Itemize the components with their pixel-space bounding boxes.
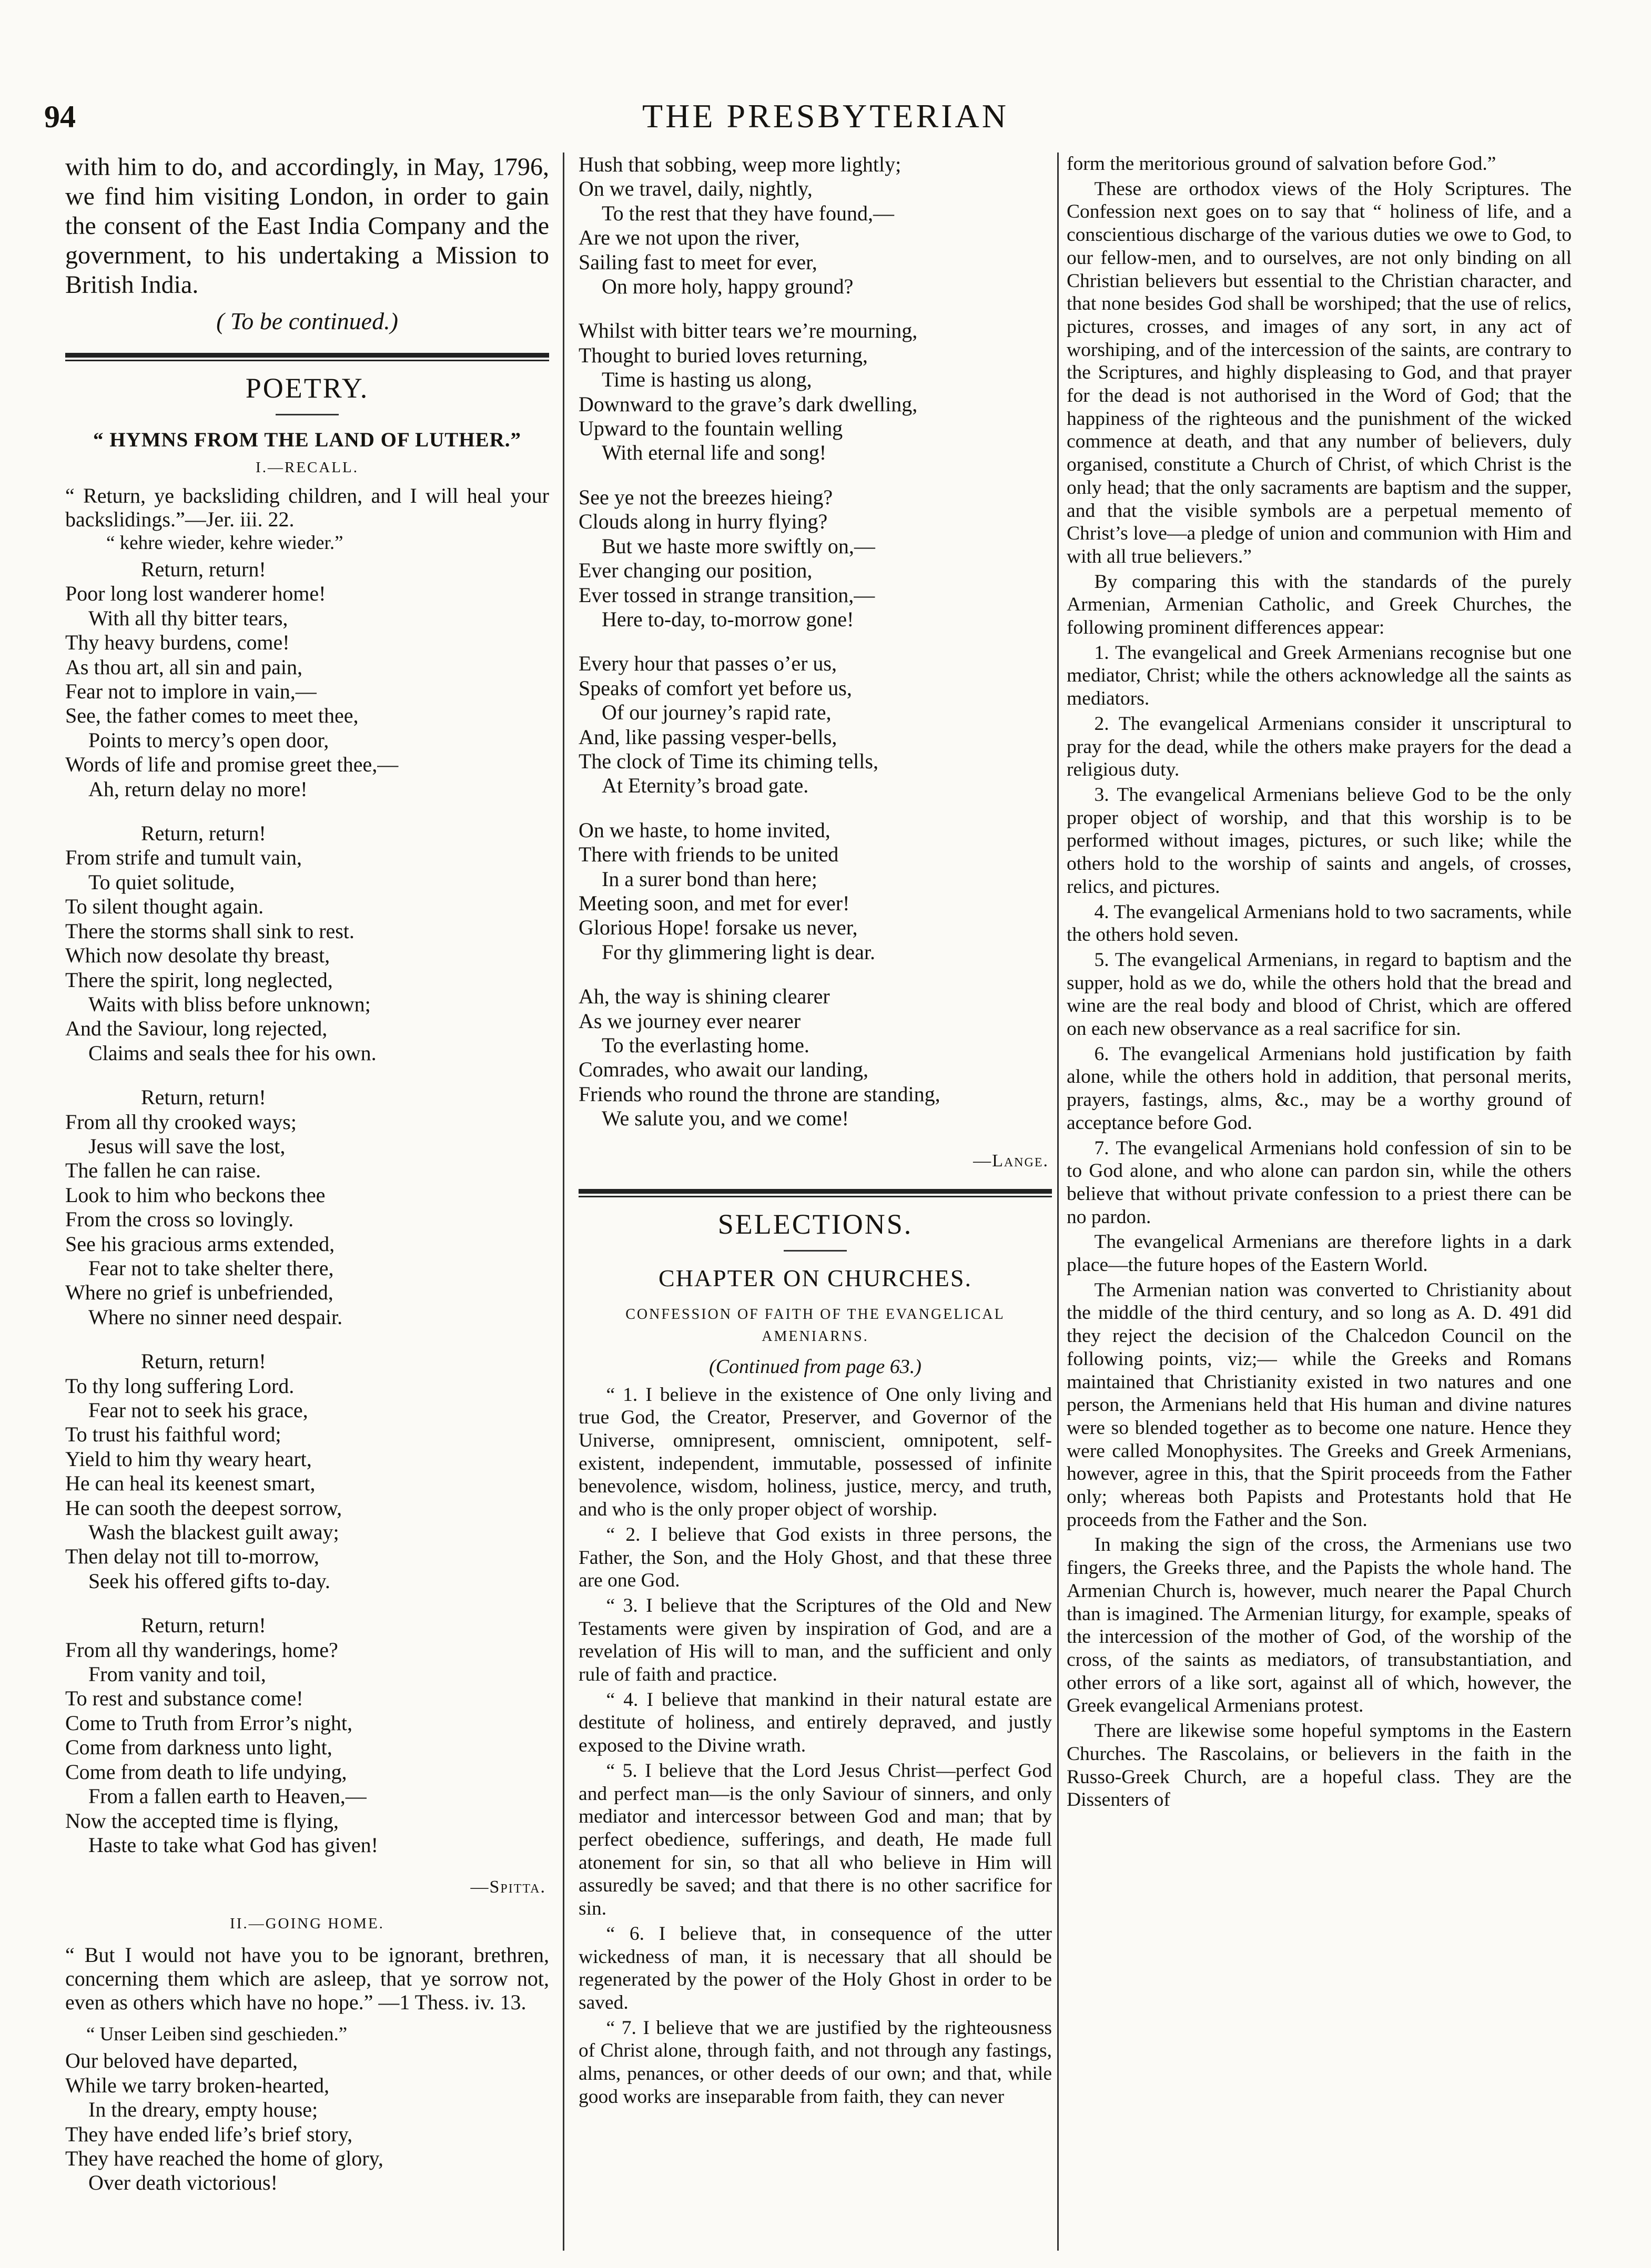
column-rule-right <box>1057 152 1059 2251</box>
stanza <box>65 1349 549 1593</box>
poem-line: Return, return! <box>141 1349 266 1374</box>
part2-stanza-1 <box>65 2049 549 2195</box>
poem-line: Look to him who beckons thee <box>65 1183 326 1207</box>
poem-line: To quiet solitude, <box>88 870 235 894</box>
lead-paragraph-block <box>65 152 549 300</box>
paragraph: 6. The evangelical Armenians hold justification by faith alone, while the others hold in addition, that personal merits, prayers, fastings, alms, &c., may be a worthy ground of acceptance before God. <box>1067 1043 1572 1134</box>
poem-line: For thy glimmering light is dear. <box>602 940 875 964</box>
paragraph: The Armenian nation was converted to Christianity about the middle of the third century, and so long as A. D. 491 did they reject the decision of the Chalcedon Council on the following points, viz;— while the Greeks and Romans maintained that Christianity existed in two natures and one person, the Armenians held that His human and divine natures were so blended together as to become one nature. Hence they were called Monophysites. The Greeks and Greek Armenians, however, agree in this, that the Spirit proceeds from the Father only; whereas both Papists and Protestants hold that He proceeds from the Father and the Son. <box>1067 1279 1572 1531</box>
poem-line: Yield to him thy weary heart, <box>65 1447 312 1471</box>
confession-article: “ 3. I believe that the Scriptures of the Old and New Testaments were given by inspiration of God, and are a revelation of His will to man, and the sufficient and only rule of faith and practice. <box>579 1594 1052 1686</box>
paragraph: 1. The evangelical and Greek Armenians recognise but one mediator, Christ; while the others acknowledge all the saints as mediators. <box>1067 642 1572 710</box>
poem-line: Fear not to implore in vain,— <box>65 679 317 704</box>
part1-stanzas <box>65 557 549 1857</box>
poem-line: Time is hasting us along, <box>602 368 812 392</box>
poem-line: They have ended life’s brief story, <box>65 2122 353 2146</box>
poem-line: From strife and tumult vain, <box>65 846 302 870</box>
continued-from: (Continued from page 63.) <box>709 1355 921 1378</box>
paragraph: In making the sign of the cross, the Armenians use two fingers, the Greeks three, and the Papists the whole hand. The Armenian Church is, however, much nearer the Papal Church than is imagined. The Armenian liturgy, for example, speaks of the intercession of the mother of God, of the worship of the cross, of the saints as mediators, of transubstantiation, and other errors of a like sort, against all of which, however, the Greek evangelical Armenians protest. <box>1067 1534 1572 1717</box>
stanza <box>579 984 1052 1131</box>
poem-line: Every hour that passes o’er us, <box>579 652 837 676</box>
stanza <box>65 2049 549 2195</box>
confession-articles <box>579 1384 1052 2109</box>
poem-line: Which now desolate thy breast, <box>65 943 330 968</box>
poem-line: To silent thought again. <box>65 894 264 919</box>
stanza <box>579 152 1052 299</box>
poem-line: With eternal life and song! <box>602 441 827 465</box>
poem-line: From the cross so lovingly. <box>65 1207 294 1232</box>
poem-line: Ah, return delay no more! <box>88 777 308 801</box>
poem-line: With all thy bitter tears, <box>88 606 288 630</box>
part1-epigraph-german: “ kehre wieder, kehre wieder.” <box>106 532 343 554</box>
confession-article: “ 1. I believe in the existence of One only living and true God, the Creator, Preserver, and Governor of the Universe, omnipresent, omniscient, omnipotent, self-existent, independent, immutable, possessed of infinite benevolence, wisdom, holiness, justice, mercy, and truth, and who is the only proper object of worship. <box>579 1384 1052 1521</box>
poem-line: Return, return! <box>141 1613 266 1638</box>
poem-line: Come from death to life undying, <box>65 1760 347 1784</box>
stanza <box>579 818 1052 964</box>
poem-line: Meeting soon, and met for ever! <box>579 891 850 915</box>
paragraph: form the meritorious ground of salvation before God.” <box>1067 153 1496 175</box>
poem-line: Return, return! <box>141 821 266 846</box>
running-title: THE PRESBYTERIAN <box>642 97 1009 135</box>
paragraph: These are orthodox views of the Holy Scriptures. The Confession next goes on to say that “ holiness of life, and a conscientious discharge of the various duties we owe to God, to our fellow-men, and to ourselves, are not only binding on all Christian believers but essential to the Christian character, and that none besides God shall be worshiped; that the use of relics, pictures, crosses, and images of any sort, in any act of worshiping, and of the intercession of the saints, are contrary to the Scriptures, and highly displeasing to God, and that prayer for the dead is not authorised in the Word of God; that the happiness of the righteous and the punishment of the wicked commence at death, and that any number of believers, duly organised, constitute a Church of Christ, of which Christ is the only head; that the only sacraments are baptism and the supper, and that the visible symbols are a perpetual memento of Christ’s love—a pledge of union and communion with Him and with all true believers.” <box>1067 178 1572 567</box>
column-1 <box>65 152 549 2215</box>
poem-line: There the storms shall sink to rest. <box>65 919 354 943</box>
paragraph: The evangelical Armenians are therefore lights in a dark place—the future hopes of the Eastern World. <box>1067 1231 1572 1276</box>
poem-line: As we journey ever nearer <box>579 1009 801 1033</box>
poem-line: Claims and seals thee for his own. <box>88 1041 377 1065</box>
part2-attribution: —Lange. <box>973 1151 1049 1171</box>
stanza <box>579 485 1052 632</box>
selections-divider <box>579 1189 1052 1197</box>
poem-line: Then delay not till to-morrow, <box>65 1544 319 1569</box>
column-3 <box>1067 152 1572 1814</box>
poem-line: From all thy wanderings, home? <box>65 1638 338 1662</box>
poem-line: Whilst with bitter tears we’re mourning, <box>579 319 918 343</box>
confession-article: “ 2. I believe that God exists in three persons, the Father, the Son, and the Holy Ghost, and that these three are one God. <box>579 1523 1052 1592</box>
poem-line: Waits with bliss before unknown; <box>88 992 371 1016</box>
poem-line: Return, return! <box>141 1085 266 1110</box>
poem-line: From a fallen earth to Heaven,— <box>88 1784 367 1808</box>
part1-attribution: —Spitta. <box>470 1877 546 1897</box>
poem-line: In a surer bond than here; <box>602 867 817 891</box>
poem-line: From all thy crooked ways; <box>65 1110 297 1134</box>
poem-line: Where no grief is unbefriended, <box>65 1280 333 1305</box>
poem-line: But we haste more swiftly on,— <box>602 534 875 558</box>
poem-line: Words of life and promise greet thee,— <box>65 752 399 777</box>
section-divider <box>65 353 549 361</box>
poem-line: Speaks of comfort yet before us, <box>579 676 852 700</box>
stanza <box>65 821 549 1065</box>
poem-line: Come from darkness unto light, <box>65 1735 332 1760</box>
to-be-continued: ( To be continued.) <box>216 308 398 334</box>
column-rule-left <box>563 152 564 2251</box>
poem-title: “ HYMNS FROM THE LAND OF LUTHER.” <box>93 429 522 451</box>
poem-line: Our beloved have departed, <box>65 2049 298 2073</box>
poem-line: The clock of Time its chiming tells, <box>579 749 878 773</box>
stanza <box>579 319 1052 465</box>
paragraph: 3. The evangelical Armenians believe God to be the only proper object of worship, and that this worship is to be performed without images, pictures, or such like; while the others hold to the worship of saints and angels, of crosses, relics, and pictures. <box>1067 784 1572 898</box>
confession-title: CONFESSION OF FAITH OF THE EVANGELICAL AMENIARNS. <box>625 1306 1005 1345</box>
paragraph: 7. The evangelical Armenians hold confession of sin to be to God alone, and who alone can pardon sin, while the others believe that without private confession to a priest there can be no pardon. <box>1067 1137 1572 1228</box>
poem-line: Clouds along in hurry flying? <box>579 510 828 534</box>
poem-line: Fear not to seek his grace, <box>88 1398 308 1422</box>
paragraph: There are likewise some hopeful symptoms in the Eastern Churches. The Rascolains, or believers in the faith in the Russo-Greek Church, are a hopeful class. They are the Dissenters of <box>1067 1720 1572 1811</box>
poem-line: Where no sinner need despair. <box>88 1305 343 1329</box>
page-number: 94 <box>44 99 76 134</box>
paragraph: 4. The evangelical Armenians hold to two sacraments, while the others hold seven. <box>1067 901 1572 946</box>
poem-line: In the dreary, empty house; <box>88 2098 318 2122</box>
poem-line: Seek his offered gifts to-day. <box>88 1569 330 1593</box>
paragraph: By comparing this with the standards of the purely Armenian, Armenian Catholic, and Greek Churches, the following prominent differences appear: <box>1067 571 1572 639</box>
poem-line: Haste to take what God has given! <box>88 1833 378 1857</box>
poem-line: Over death victorious! <box>88 2171 278 2195</box>
poem-line: While we tarry broken-hearted, <box>65 2073 329 2097</box>
poem-line: At Eternity’s broad gate. <box>602 774 809 798</box>
stanza <box>65 1613 549 1857</box>
poem-line: They have reached the home of glory, <box>65 2146 383 2170</box>
poem-line: Friends who round the throne are standing, <box>579 1082 940 1106</box>
part1-epigraph: “ Return, ye backsliding children, and I will heal your backslidings.”—Jer. iii. 22. <box>65 484 549 531</box>
poem-line: From vanity and toil, <box>88 1662 266 1686</box>
poem-line: Of our journey’s rapid rate, <box>602 700 832 725</box>
poem-line: Thy heavy burdens, come! <box>65 630 290 655</box>
armenian-churches-text <box>1067 152 1572 1812</box>
poem-line: Upward to the fountain welling <box>579 416 843 441</box>
confession-article: “ 5. I believe that the Lord Jesus Christ—perfect God and perfect man—is the only Saviour of sinners, and only mediator and intercessor between God and man; that by perfect obedience, sufferings, and death, He made full atonement for sin, so that all who believe in Him will assuredly be saved; and that there is no other sacrifice for sin. <box>579 1760 1052 1920</box>
poetry-heading: POETRY. <box>245 372 369 404</box>
poem-line: Glorious Hope! forsake us never, <box>579 916 858 940</box>
chapter-title: CHAPTER ON CHURCHES. <box>659 1264 972 1291</box>
poem-line: See, the father comes to meet thee, <box>65 704 359 728</box>
stanza <box>65 1085 549 1329</box>
selections-heading: SELECTIONS. <box>717 1208 913 1240</box>
poem-line: Return, return! <box>141 557 266 581</box>
poem-line: To trust his faithful word; <box>65 1422 281 1447</box>
poem-line: Are we not upon the river, <box>579 226 800 250</box>
poem-line: Here to-day, to-morrow gone! <box>602 607 854 631</box>
poem-line: Ever tossed in strange transition,— <box>579 583 875 607</box>
confession-article: “ 4. I believe that mankind in their natural estate are destitute of holiness, and entirely depraved, and justly exposed to the Divine wrath. <box>579 1689 1052 1757</box>
poem-line: Ah, the way is shining clearer <box>579 984 830 1009</box>
poem-line: Now the accepted time is flying, <box>65 1808 339 1833</box>
short-rule <box>276 414 339 415</box>
poem-line: Sailing fast to meet for ever, <box>579 250 817 274</box>
poem-line: And, like passing vesper-bells, <box>579 725 837 749</box>
poem-line: Ever changing our position, <box>579 558 813 583</box>
poem-line: Come to Truth from Error’s night, <box>65 1711 352 1735</box>
poem-line: On we travel, daily, nightly, <box>579 177 813 201</box>
part2-title: II.—GOING HOME. <box>230 1915 384 1933</box>
part2-continued-stanzas <box>579 152 1052 1131</box>
confession-article: “ 6. I believe that, in consequence of the utter wickedness of man, it is necessary that all should be regenerated by the power of the Holy Ghost in order to be saved. <box>579 1923 1052 2013</box>
poem-line: Fear not to take shelter there, <box>88 1256 334 1280</box>
part2-epigraph: “ But I would not have you to be ignorant, brethren, concerning them which are asleep, that ye sorrow not, even as others which have no hope.” —1 Thess. iv. 13. <box>65 1943 549 2015</box>
poem-line: As thou art, all sin and pain, <box>65 655 303 679</box>
confession-article: “ 7. I believe that we are justified by the righteousness of Christ alone, through faith, and not through any fastings, alms, penances, or other deeds of our own; and that, while good works are inseparable from faith, they can never <box>579 2017 1052 2108</box>
poem-line: The fallen he can raise. <box>65 1158 261 1183</box>
poem-line: We salute you, and we come! <box>602 1106 849 1131</box>
poem-line: On we haste, to home invited, <box>579 818 830 842</box>
poem-line: Comrades, who await our landing, <box>579 1057 868 1082</box>
poem-line: To thy long suffering Lord. <box>65 1374 295 1398</box>
part2-epigraph-german: “ Unser Leiben sind geschieden.” <box>86 2023 348 2046</box>
poem-line: He can heal its keenest smart, <box>65 1471 316 1496</box>
poem-line: He can sooth the deepest sorrow, <box>65 1496 342 1520</box>
poem-line: See his gracious arms extended, <box>65 1232 335 1256</box>
part1-title: I.—RECALL. <box>256 459 359 476</box>
poem-line: To the rest that they have found,— <box>602 201 894 225</box>
paragraph: 2. The evangelical Armenians consider it unscriptural to pray for the dead, while the others make prayers for the dead a religious duty. <box>1067 713 1572 781</box>
paragraph: 5. The evangelical Armenians, in regard to baptism and the supper, hold as we do, while the others hold that the bread and wine are the real body and blood of Christ, which are offered on each new observance as a real sacrifice for sin. <box>1067 949 1572 1040</box>
poem-line: To the everlasting home. <box>602 1033 809 1057</box>
poem-line: On more holy, happy ground? <box>602 274 854 299</box>
short-rule-2 <box>784 1250 847 1252</box>
poem-line: Wash the blackest guilt away; <box>88 1520 339 1544</box>
poem-line: Jesus will save the lost, <box>88 1134 286 1158</box>
stanza <box>579 652 1052 798</box>
poem-line: Thought to buried loves returning, <box>579 343 868 367</box>
lead-paragraph: with him to do, and accordingly, in May, 1796, we find him visiting London, in order to gain the consent of the East India Company and the government, to his undertaking a Mission to British India. <box>65 153 549 299</box>
poem-line: See ye not the breezes hieing? <box>579 485 833 509</box>
poem-line: Downward to the grave’s dark dwelling, <box>579 392 918 416</box>
poem-line: Points to mercy’s open door, <box>88 728 329 752</box>
poem-line: To rest and substance come! <box>65 1686 303 1711</box>
poem-line: Poor long lost wanderer home! <box>65 582 326 606</box>
poem-line: There the spirit, long neglected, <box>65 968 333 992</box>
poem-line: Hush that sobbing, weep more lightly; <box>579 152 902 176</box>
poem-line: There with friends to be united <box>579 842 839 867</box>
poem-line: And the Saviour, long rejected, <box>65 1016 328 1041</box>
stanza <box>65 557 549 801</box>
column-2 <box>579 152 1052 2110</box>
